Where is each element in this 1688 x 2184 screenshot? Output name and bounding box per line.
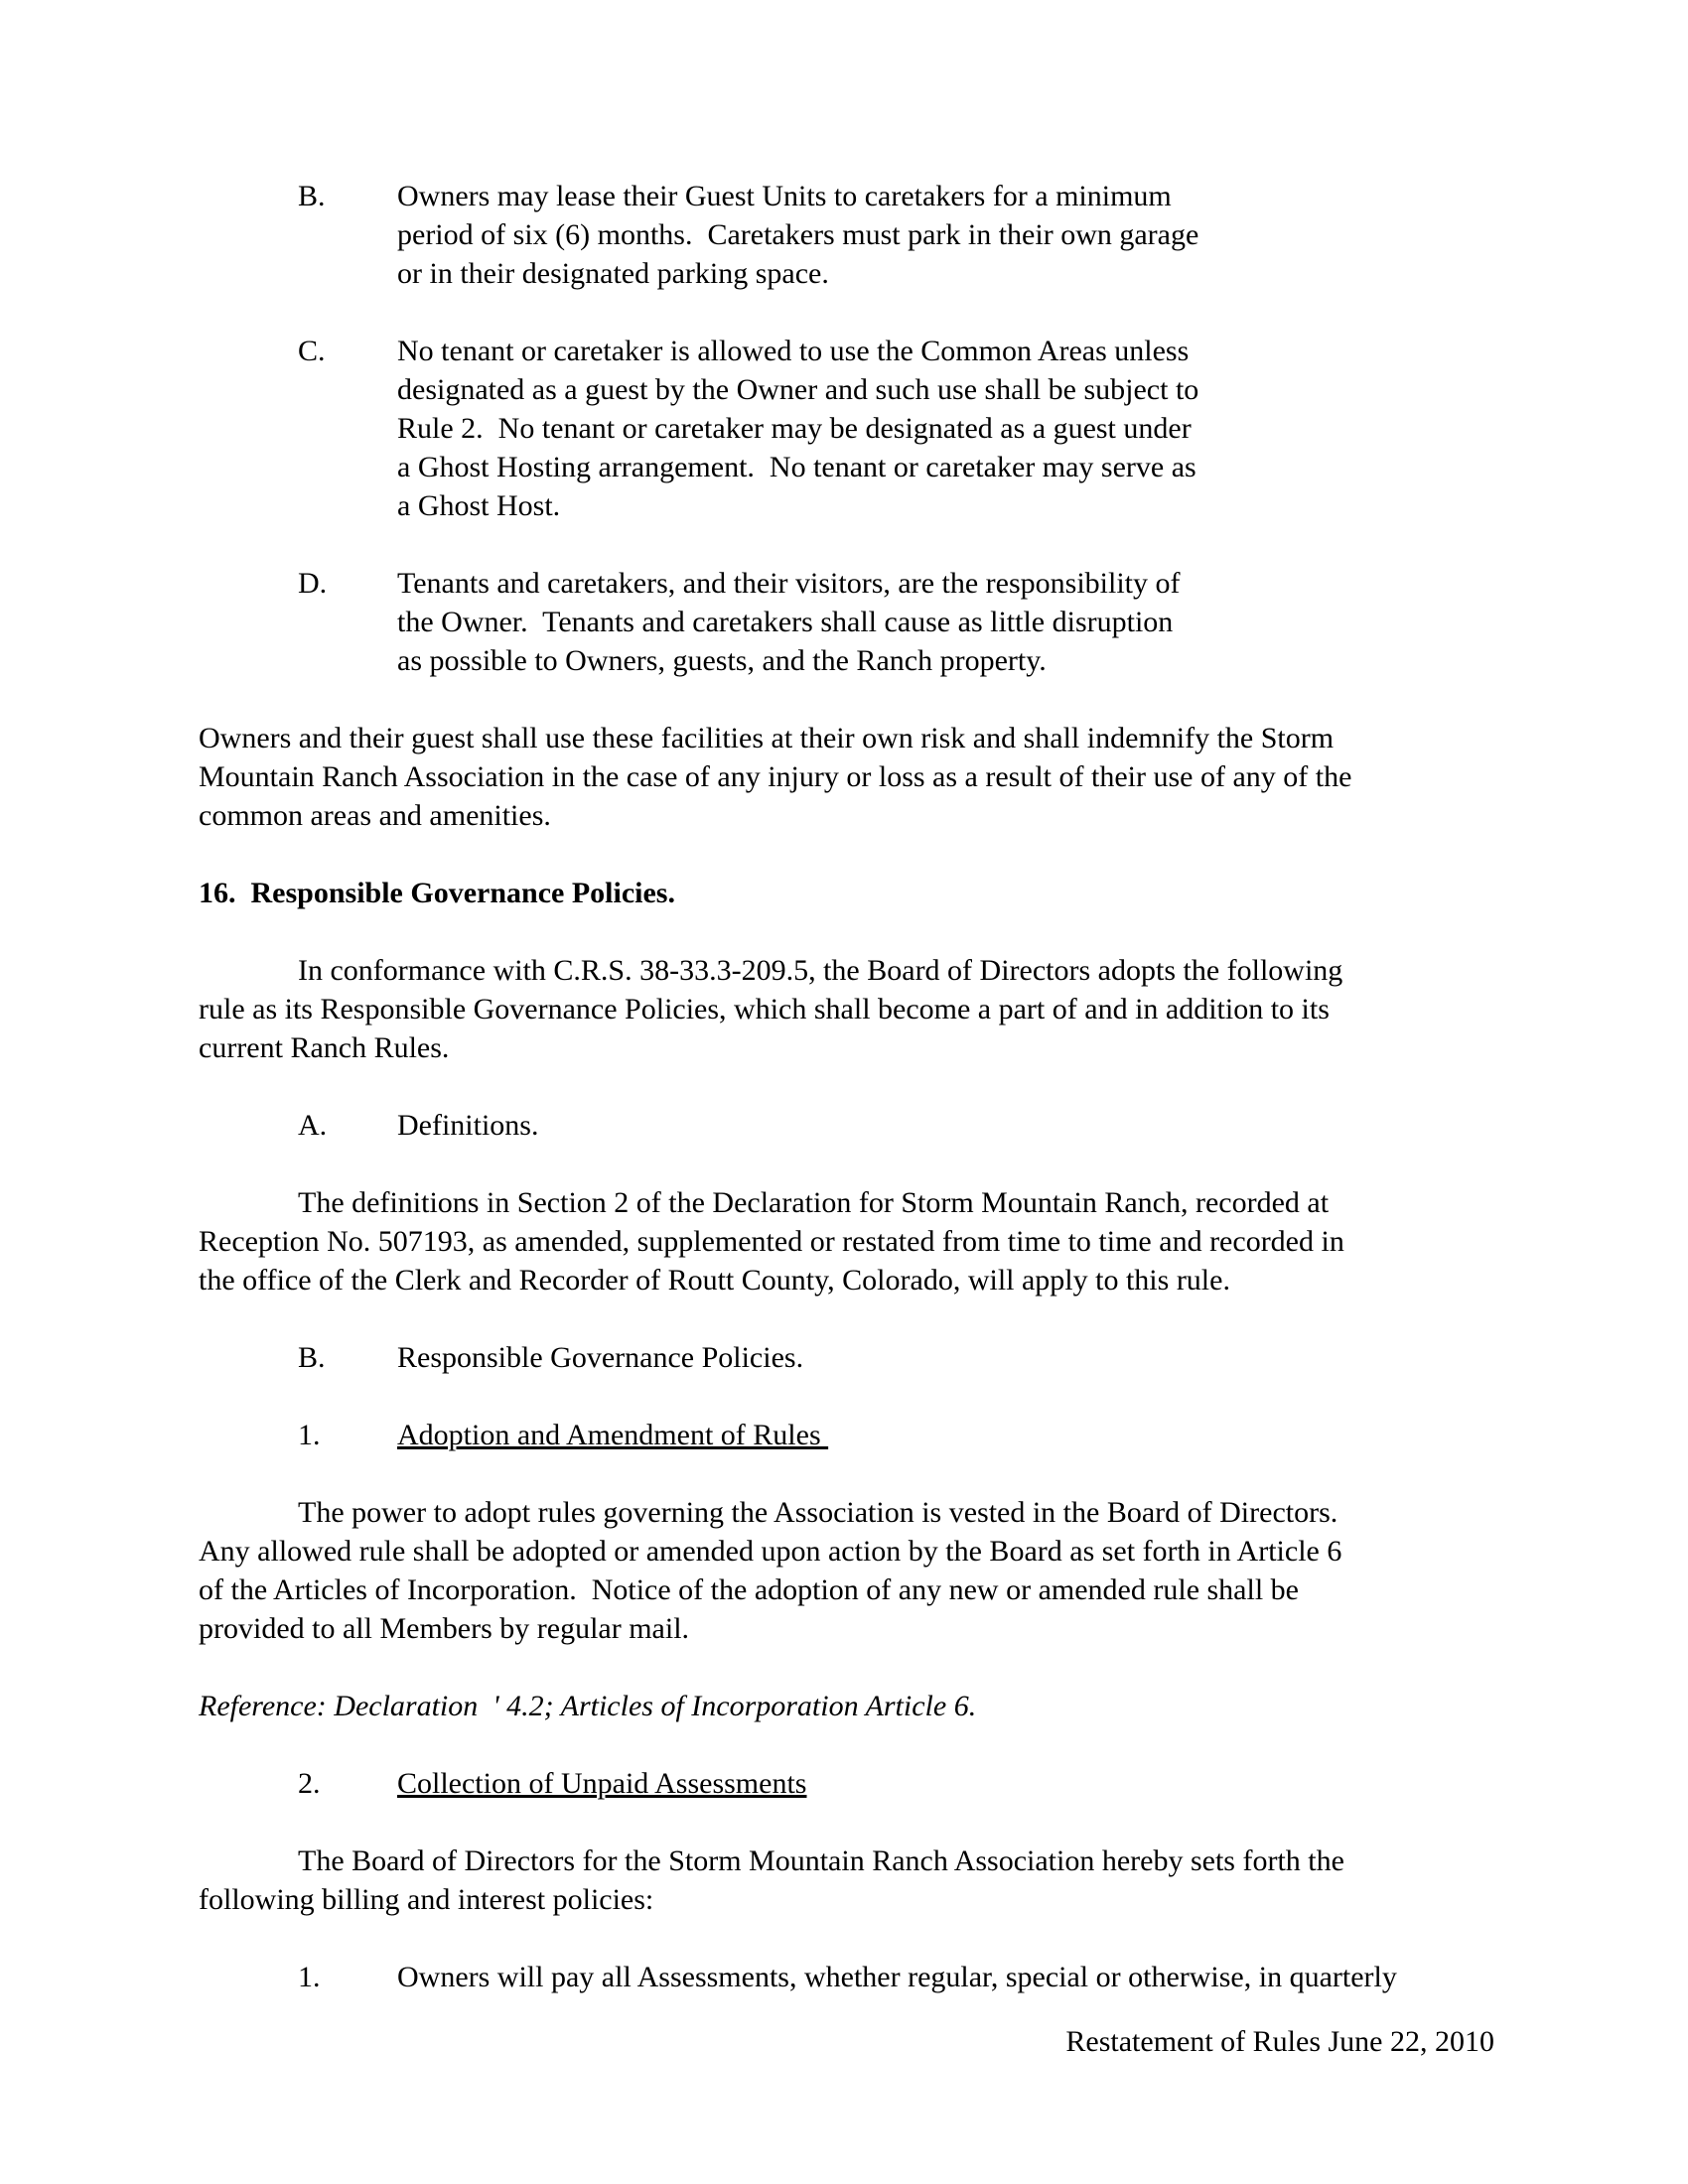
paragraph-line: Reception No. 507193, as amended, supplemented or restated from time to time and recorded in [199, 1225, 1344, 1258]
list-item-text [397, 332, 1198, 525]
paragraph-line: The Board of Directors for the Storm Mountain Ranch Association hereby sets forth the [298, 1844, 1344, 1877]
list-item-line: Tenants and caretakers, and their visitors, are the responsibility of [397, 567, 1181, 600]
sub-heading-text: Collection of Unpaid Assessments [397, 1767, 807, 1800]
document-body [199, 177, 1489, 2035]
paragraph-line: of the Articles of Incorporation. Notice of the adoption of any new or amended rule shall be [199, 1573, 1299, 1606]
paragraph [199, 719, 1489, 835]
list-item [199, 332, 1489, 525]
sub-heading-marker: A. [298, 1109, 328, 1142]
list-item-line: designated as a guest by the Owner and such use shall be subject to [397, 373, 1199, 406]
list-item-line: the Owner. Tenants and caretakers shall cause as little disruption [397, 606, 1174, 638]
sub-heading-marker: 1. [298, 1419, 321, 1451]
list-item-text [397, 177, 1198, 293]
list-item-line: a Ghost Host. [397, 489, 561, 522]
list-item-line: Owners may lease their Guest Units to caretakers for a minimum [397, 180, 1172, 212]
paragraph-line: Mountain Ranch Association in the case of any injury or loss as a result of their use of any of the [199, 760, 1352, 793]
paragraph-line: Owners and their guest shall use these facilities at their own risk and shall indemnify the Storm [199, 722, 1335, 754]
sub-heading [199, 1764, 1489, 1803]
paragraph [199, 1183, 1489, 1299]
list-item-line: period of six (6) months. Caretakers must park in their own garage [397, 218, 1199, 251]
paragraph-line: following billing and interest policies: [199, 1883, 654, 1916]
list-item-marker: 1. [298, 1961, 321, 1993]
list-item-line: Owners will pay all Assessments, whether regular, special or otherwise, in quarterly [397, 1961, 1397, 1993]
list-item [199, 564, 1489, 680]
paragraph [199, 1493, 1489, 1648]
sub-heading [199, 1416, 1489, 1454]
section-heading: 16. Responsible Governance Policies. [199, 877, 675, 909]
sub-heading-text: Adoption and Amendment of Rules [397, 1419, 829, 1451]
list-item-line: as possible to Owners, guests, and the Ranch property. [397, 644, 1047, 677]
paragraph-line: current Ranch Rules. [199, 1031, 450, 1064]
list-item-marker: C. [298, 335, 326, 367]
paragraph-line: The power to adopt rules governing the Association is vested in the Board of Directors. [298, 1496, 1338, 1529]
list-item-line: or in their designated parking space. [397, 257, 829, 290]
paragraph-line: In conformance with C.R.S. 38-33.3-209.5, the Board of Directors adopts the following [298, 954, 1343, 987]
list-item [199, 177, 1489, 293]
list-item-marker: D. [298, 567, 328, 600]
paragraph [199, 1842, 1489, 1919]
sub-heading-marker: 2. [298, 1767, 321, 1800]
sub-heading-text: Responsible Governance Policies. [397, 1341, 804, 1374]
sub-heading-marker: B. [298, 1341, 326, 1374]
list-item-line: No tenant or caretaker is allowed to use the Common Areas unless [397, 335, 1190, 367]
paragraph-line: Any allowed rule shall be adopted or amended upon action by the Board as set forth in Article 6 [199, 1535, 1342, 1568]
paragraph-line: the office of the Clerk and Recorder of Routt County, Colorado, will apply to this rule. [199, 1264, 1230, 1297]
list-item-text [397, 1958, 1397, 1996]
paragraph [199, 951, 1489, 1067]
list-item-marker: B. [298, 180, 326, 212]
list-item-line: a Ghost Hosting arrangement. No tenant or caretaker may serve as [397, 451, 1196, 483]
list-item [199, 1958, 1489, 1996]
reference-line: Reference: Declaration ' 4.2; Articles of Incorporation Article 6. [199, 1690, 977, 1722]
page-footer: Restatement of Rules June 22, 2010 [1065, 2025, 1494, 2058]
sub-heading-text: Definitions. [397, 1109, 539, 1142]
list-item-text [397, 564, 1180, 680]
sub-heading [199, 1338, 1489, 1377]
list-item-line: Rule 2. No tenant or caretaker may be designated as a guest under [397, 412, 1192, 445]
paragraph-line: The definitions in Section 2 of the Declaration for Storm Mountain Ranch, recorded at [298, 1186, 1330, 1219]
paragraph-line: rule as its Responsible Governance Policies, which shall become a part of and in addition to its [199, 993, 1330, 1025]
paragraph-line: common areas and amenities. [199, 799, 551, 832]
paragraph-line: provided to all Members by regular mail. [199, 1612, 690, 1645]
sub-heading [199, 1106, 1489, 1145]
